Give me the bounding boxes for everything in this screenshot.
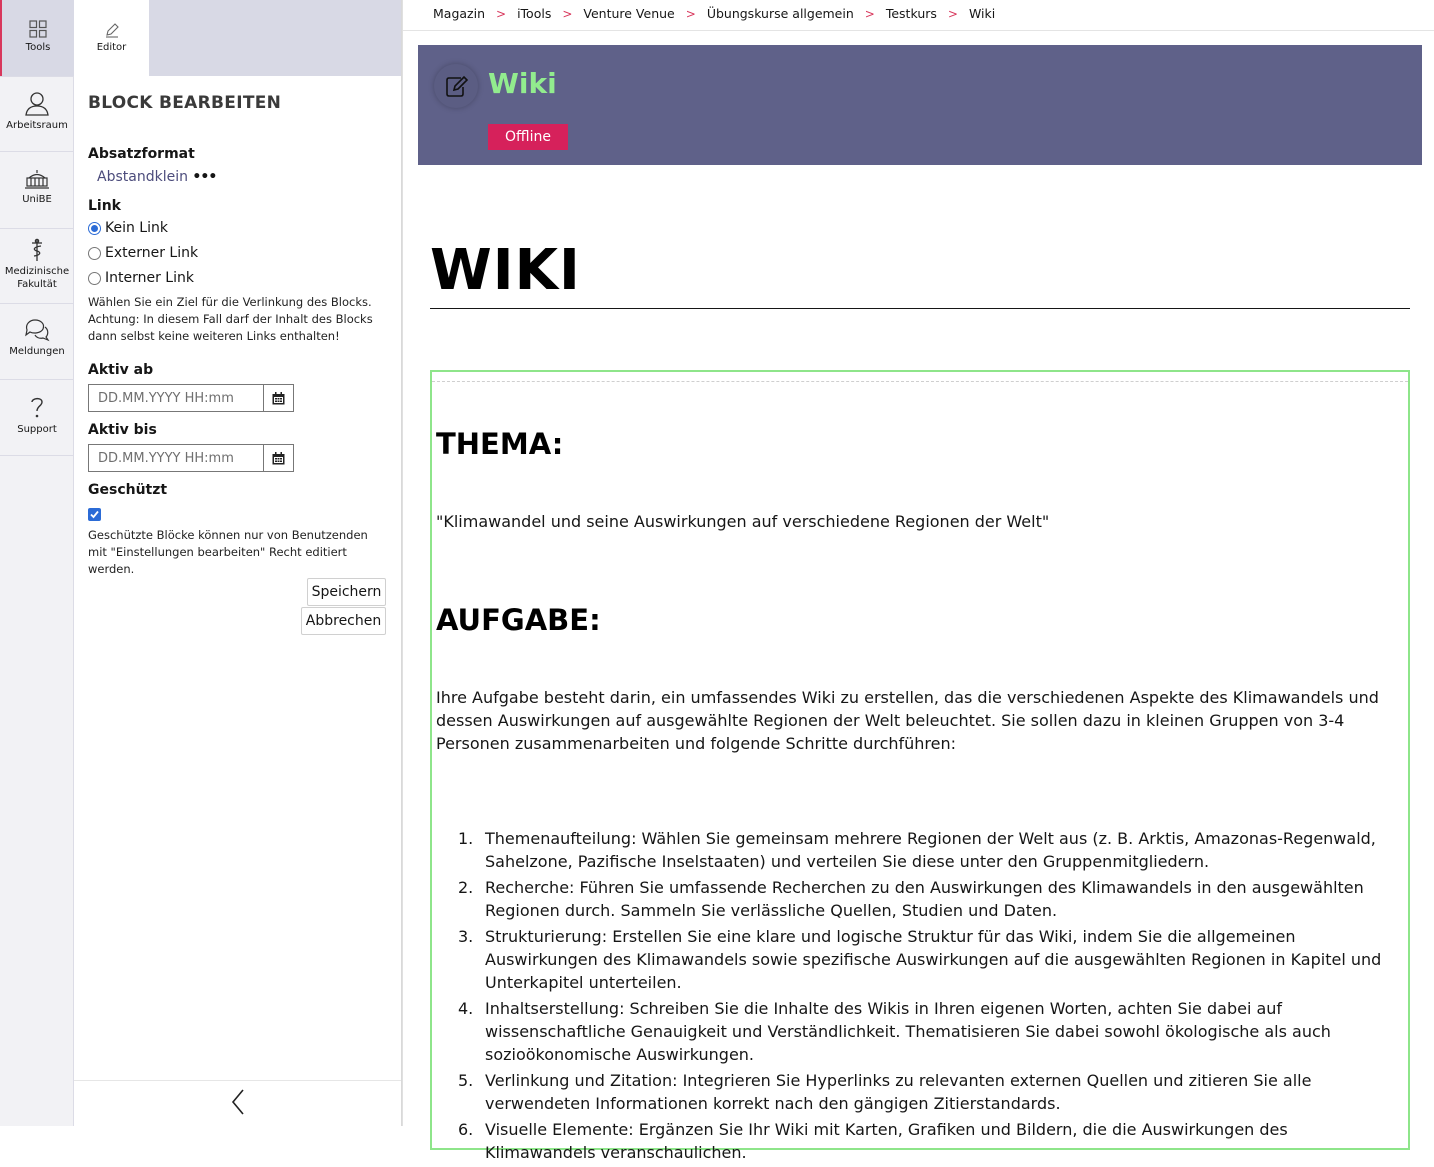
thema-heading: THEMA: (436, 427, 564, 461)
thema-text: "Klimawandel und seine Auswirkungen auf verschiedene Regionen der Welt" (436, 512, 1050, 531)
divider (0, 379, 74, 380)
breadcrumb-item-current[interactable]: Wiki (968, 6, 996, 21)
list-number: 4. (458, 999, 474, 1018)
aktiv-bis-field (88, 444, 294, 472)
block-guide-line (432, 381, 1408, 382)
calendar-icon[interactable] (263, 385, 293, 411)
list-number: 6. (458, 1120, 474, 1139)
radio-interner-link[interactable] (88, 270, 194, 286)
radio-button-selected[interactable] (88, 222, 101, 235)
breadcrumb-item[interactable]: iTools (517, 6, 552, 21)
breadcrumb-item[interactable]: Testkurs (885, 6, 937, 21)
question-icon (29, 396, 45, 420)
steps-list (436, 827, 1402, 1167)
list-item-text: Themenaufteilung: Wählen Sie gemeinsam mehrere Regionen der Welt aus (z. B. Arktis, Amazonas-Regenwald, Sahelzone, Pazifische Inselstaaten) und verteilen Sie diese unter den Gruppenmitgliedern. (485, 829, 1376, 871)
divider (0, 76, 74, 77)
list-number: 1. (458, 829, 474, 848)
chevron-right-icon: > (947, 6, 958, 21)
mainbar-item-label: Support (17, 424, 57, 435)
list-item-text: Recherche: Führen Sie umfassende Recherchen zu den Auswirkungen des Klimawandels in den ausgewählten Regionen durch. Sammeln Sie verlässliche Quellen, Studien und Daten. (485, 878, 1364, 920)
panel-title: BLOCK BEARBEITEN (88, 93, 282, 113)
list-item (436, 997, 1402, 1066)
chevron-right-icon: > (562, 6, 573, 21)
cancel-button[interactable]: Abbrechen (301, 607, 386, 635)
radio-label: Kein Link (105, 220, 168, 236)
collapse-slate-button[interactable] (231, 1089, 245, 1119)
list-item (436, 827, 1402, 873)
list-item-text: Strukturierung: Erstellen Sie eine klare und logische Struktur für das Wiki, indem Sie die allgemeinen Auswirkungen des Klimawandels sowie spezifische Auswirkungen auf die ausgewählten Regionen in Kapitel und Unterkapitel unterteilen. (485, 927, 1382, 992)
mainbar-item-arbeitsraum[interactable] (0, 90, 74, 132)
breadcrumb-item[interactable]: Venture Venue (583, 6, 675, 21)
divider (0, 455, 74, 456)
chat-icon (24, 318, 50, 342)
link-help-text: Wählen Sie ein Ziel für die Verlinkung des Blocks. Achtung: In diesem Fall darf der Inhalt des Blocks dann selbst keine weiteren Links enthalten! (88, 295, 373, 343)
tab-editor-label: Editor (96, 42, 127, 53)
editable-block[interactable] (430, 370, 1410, 1162)
aktiv-bis-input[interactable] (89, 445, 263, 471)
geschuetzt-label: Geschützt (88, 482, 168, 498)
chevron-right-icon: > (864, 6, 875, 21)
user-icon (24, 90, 50, 116)
mainbar-item-label: UniBE (22, 194, 52, 205)
slate-footer (74, 1080, 401, 1126)
grid-icon (29, 20, 47, 38)
save-button[interactable]: Speichern (307, 578, 386, 606)
aufgabe-heading: AUFGABE: (436, 603, 601, 637)
caduceus-icon (28, 238, 46, 262)
page-title: Wiki (488, 67, 557, 100)
editor-slate (74, 0, 402, 1126)
list-item-text: Verlinkung und Zitation: Integrieren Sie Hyperlinks zu relevanten externen Quellen und zitieren Sie alle verwendeten Informationen korrekt nach den gängigen Zitierstandards. (485, 1071, 1312, 1113)
chevron-right-icon: > (685, 6, 696, 21)
divider (0, 303, 74, 304)
pencil-icon (104, 22, 120, 38)
status-badge: Offline (488, 124, 568, 150)
aktiv-bis-label: Aktiv bis (88, 422, 157, 438)
more-icon: ••• (192, 169, 217, 185)
object-header (418, 45, 1422, 165)
chevron-left-icon (231, 1089, 245, 1115)
radio-button[interactable] (88, 247, 101, 260)
mainbar-item-tools[interactable] (0, 0, 74, 76)
divider (403, 30, 1434, 31)
list-item-text: Inhaltserstellung: Schreiben Sie die Inhalte des Wikis in Ihren eigenen Worten, achten Sie dabei auf wissenschaftliche Genauigkeit und Verständlichkeit. Thematisieren Sie dabei sowohl ökologische als auch sozioökonomische Auswirkungen. (485, 999, 1331, 1064)
mainbar-item-label: Medizinische Fakultät (4, 266, 70, 290)
calendar-icon[interactable] (263, 445, 293, 471)
building-icon (24, 168, 50, 190)
heading-rule (430, 308, 1410, 309)
geschuetzt-checkbox[interactable] (88, 508, 101, 521)
wiki-icon (434, 64, 478, 108)
mainbar-item-support[interactable] (0, 396, 74, 436)
divider (0, 228, 74, 229)
page-heading: WIKI (430, 238, 581, 303)
list-number: 5. (458, 1071, 474, 1090)
main-content (402, 0, 1433, 1162)
absatzformat-label: Absatzformat (88, 146, 195, 162)
link-label: Link (88, 198, 121, 214)
radio-kein-link[interactable] (88, 220, 168, 236)
mainbar-item-medizin[interactable] (0, 238, 74, 291)
tab-editor[interactable] (74, 0, 149, 76)
breadcrumb-item[interactable]: Magazin (433, 6, 485, 21)
aufgabe-text: Ihre Aufgabe besteht darin, ein umfassendes Wiki zu erstellen, das die verschiedenen Aspekte des Klimawandels und dessen Auswirkungen auf ausgewählte Regionen der Welt beleuchtet. Sie sollen dazu in kleinen Gruppen von 3-4 Personen zusammenarbeiten und folgende Schritte durchführen: (436, 688, 1379, 753)
radio-externer-link[interactable] (88, 245, 198, 261)
chevron-right-icon: > (496, 6, 507, 21)
mainbar-item-label: Tools (25, 42, 51, 53)
list-item (436, 1069, 1402, 1115)
list-number: 3. (458, 927, 474, 946)
breadcrumb (433, 6, 995, 21)
absatzformat-dropdown[interactable] (97, 169, 216, 185)
mainbar-item-unibe[interactable] (0, 168, 74, 206)
absatzformat-value: Abstandklein (97, 169, 188, 185)
radio-button[interactable] (88, 272, 101, 285)
aktiv-ab-label: Aktiv ab (88, 362, 154, 378)
list-item (436, 876, 1402, 922)
list-number: 2. (458, 878, 474, 897)
aktiv-ab-field (88, 384, 294, 412)
list-item (436, 925, 1402, 994)
aktiv-ab-input[interactable] (89, 385, 263, 411)
mainbar-item-meldungen[interactable] (0, 318, 74, 358)
radio-label: Externer Link (105, 245, 199, 261)
list-item (436, 1118, 1402, 1164)
mainbar-item-label: Meldungen (9, 346, 65, 357)
mainbar-item-label: Arbeitsraum (6, 120, 68, 131)
list-item-text: Visuelle Elemente: Ergänzen Sie Ihr Wiki mit Karten, Grafiken und Bildern, die die Auswirkungen des Klimawandels veranschaulichen. (485, 1120, 1288, 1162)
main-bar (0, 0, 74, 1126)
geschuetzt-help-text: Geschützte Blöcke können nur von Benutzenden mit "Einstellungen bearbeiten" Recht editiert werden. (88, 528, 368, 576)
radio-label: Interner Link (105, 270, 194, 286)
divider (0, 151, 74, 152)
breadcrumb-item[interactable]: Übungskurse allgemein (706, 6, 854, 21)
